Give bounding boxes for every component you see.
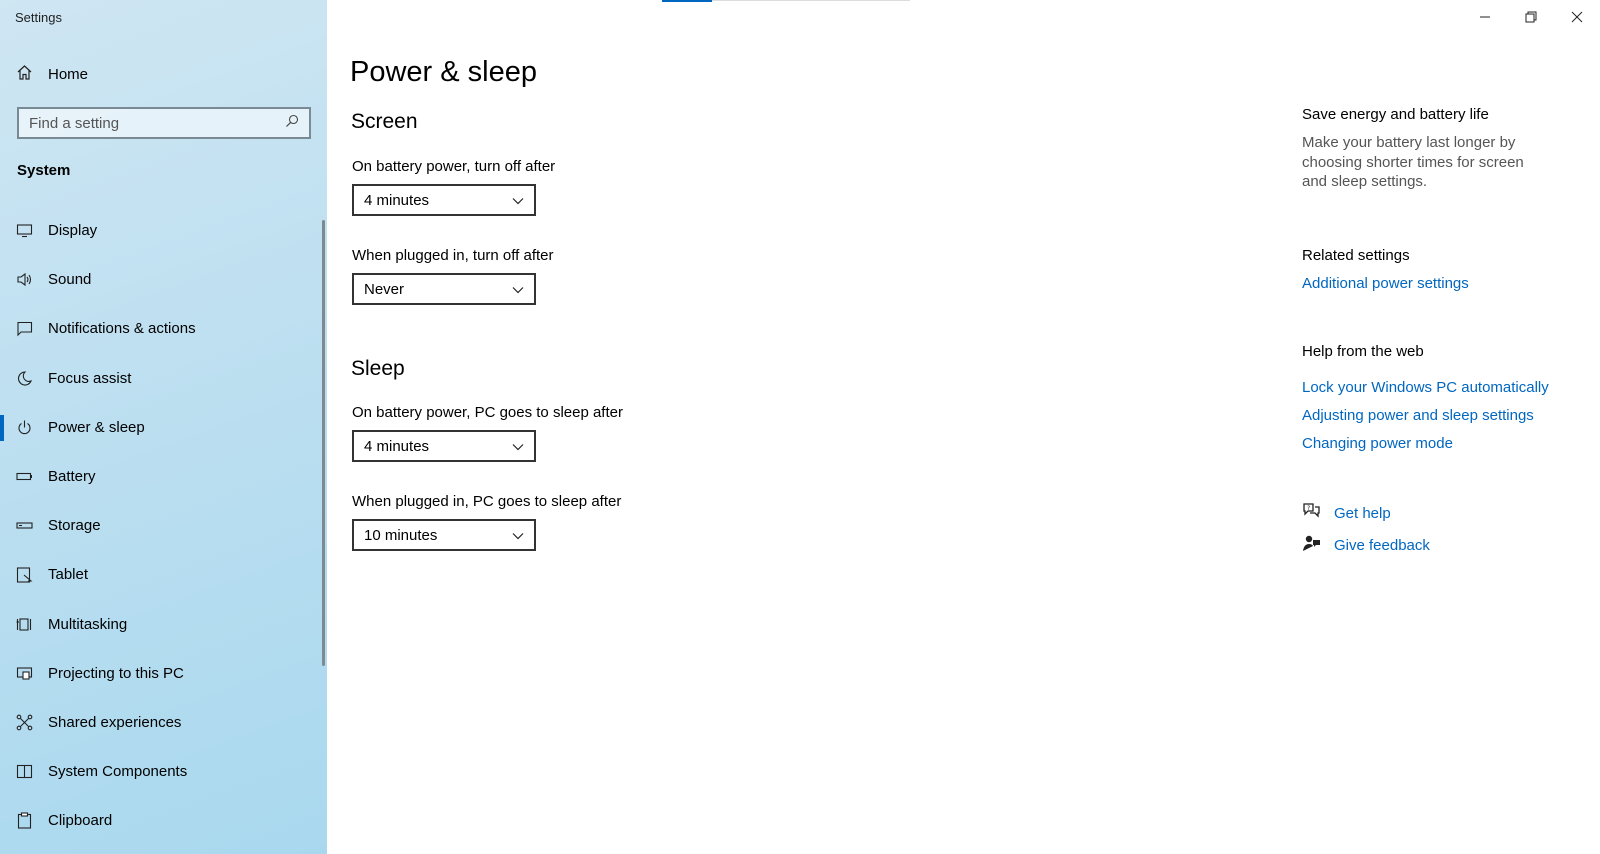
sidebar-item-label: Multitasking	[48, 615, 128, 633]
sidebar-item-label: Storage	[48, 517, 101, 535]
feedback-icon	[1302, 534, 1321, 557]
sleep-plugged-dropdown[interactable]	[352, 519, 536, 551]
give-feedback-link[interactable]: Give feedback	[1334, 537, 1430, 554]
search-box[interactable]	[17, 107, 311, 139]
share-icon	[16, 714, 33, 731]
dropdown-value: Never	[364, 280, 405, 298]
tablet-icon	[16, 566, 33, 583]
screen-battery-dropdown[interactable]	[352, 184, 536, 216]
clipboard-icon	[16, 812, 33, 829]
page-title: Power & sleep	[350, 56, 537, 88]
moon-icon	[16, 370, 33, 387]
storage-icon	[16, 517, 33, 534]
sidebar-item-label: Sound	[48, 271, 92, 289]
dropdown-value: 4 minutes	[364, 437, 430, 455]
notification-icon	[16, 320, 33, 337]
screen-plugged-label: When plugged in, turn off after	[352, 247, 554, 264]
screen-heading: Screen	[351, 110, 418, 133]
sidebar-item-shared-experiences[interactable]	[0, 698, 320, 747]
sidebar-item-display[interactable]	[0, 206, 320, 255]
chevron-down-icon	[512, 281, 524, 298]
power-icon	[16, 419, 33, 436]
sidebar-item-sound[interactable]	[0, 255, 320, 304]
sidebar-item-label: Projecting to this PC	[48, 664, 184, 682]
restore-icon[interactable]	[1508, 6, 1554, 28]
sidebar-nav	[0, 206, 320, 845]
sleep-battery-dropdown[interactable]	[352, 430, 536, 462]
home-icon	[16, 64, 33, 85]
sidebar-scrollbar[interactable]	[322, 220, 325, 666]
help-link-power-mode[interactable]: Changing power mode	[1302, 435, 1453, 452]
sidebar-item-label: Focus assist	[48, 369, 132, 387]
sidebar-item-label: Shared experiences	[48, 713, 182, 731]
screen-battery-label: On battery power, turn off after	[352, 158, 556, 175]
multitasking-icon	[16, 616, 33, 633]
close-icon[interactable]	[1554, 6, 1600, 28]
sidebar-item-notifications[interactable]	[0, 304, 320, 353]
sleep-heading: Sleep	[351, 357, 405, 380]
search-icon[interactable]	[285, 114, 299, 133]
components-icon	[16, 763, 33, 780]
sidebar-item-storage[interactable]	[0, 501, 320, 550]
search-input[interactable]	[29, 115, 285, 132]
additional-power-settings-link[interactable]: Additional power settings	[1302, 275, 1469, 292]
sidebar-item-focus-assist[interactable]	[0, 354, 320, 403]
chevron-down-icon	[512, 527, 524, 544]
progress-indicator	[662, 0, 910, 1]
battery-icon	[16, 468, 33, 485]
minimize-icon[interactable]	[1462, 6, 1508, 28]
save-energy-text: Make your battery last longer by choosing shorter times for screen and sleep settings.	[1302, 134, 1524, 190]
dropdown-value: 10 minutes	[364, 526, 438, 544]
get-help-link[interactable]: Get help	[1334, 505, 1391, 522]
sleep-battery-label: On battery power, PC goes to sleep after	[352, 404, 623, 421]
display-icon	[16, 222, 33, 239]
sidebar-item-label: Tablet	[48, 566, 89, 584]
dropdown-value: 4 minutes	[364, 191, 430, 209]
give-feedback-row[interactable]	[1302, 534, 1430, 557]
section-label: System	[17, 162, 71, 179]
sidebar-item-battery[interactable]	[0, 452, 320, 501]
sidebar-item-tablet[interactable]	[0, 550, 320, 599]
home-label: Home	[48, 66, 89, 83]
get-help-icon	[1302, 502, 1321, 525]
sidebar-item-label: Clipboard	[48, 812, 113, 830]
sidebar-item-multitasking[interactable]	[0, 600, 320, 649]
sidebar-item-label: Power & sleep	[48, 418, 145, 436]
svg-text:?: ?	[1307, 505, 1311, 512]
sidebar-item-label: System Components	[48, 763, 188, 781]
get-help-row[interactable]	[1302, 502, 1391, 525]
app-title: Settings	[15, 10, 62, 25]
sidebar-item-system-components[interactable]	[0, 747, 320, 796]
chevron-down-icon	[512, 192, 524, 209]
sleep-plugged-label: When plugged in, PC goes to sleep after	[352, 493, 622, 510]
speaker-icon	[16, 271, 33, 288]
sidebar-item-clipboard[interactable]	[0, 796, 320, 845]
sidebar-item-projecting[interactable]	[0, 649, 320, 698]
sidebar-item-label: Display	[48, 222, 98, 240]
sidebar-item-power-sleep[interactable]	[0, 403, 320, 452]
sidebar-item-label: Notifications & actions	[48, 320, 196, 338]
chevron-down-icon	[512, 438, 524, 455]
help-web-heading: Help from the web	[1302, 343, 1424, 360]
window-controls	[1462, 6, 1600, 28]
help-link-adjust-power[interactable]: Adjusting power and sleep settings	[1302, 407, 1534, 424]
help-link-lock-pc[interactable]: Lock your Windows PC automatically	[1302, 379, 1549, 396]
screen-plugged-dropdown[interactable]	[352, 273, 536, 305]
related-settings-heading: Related settings	[1302, 247, 1410, 264]
save-energy-heading: Save energy and battery life	[1302, 106, 1489, 123]
sidebar	[0, 0, 327, 854]
projector-icon	[16, 665, 33, 682]
home-link[interactable]	[16, 64, 88, 85]
sidebar-item-label: Battery	[48, 468, 96, 486]
